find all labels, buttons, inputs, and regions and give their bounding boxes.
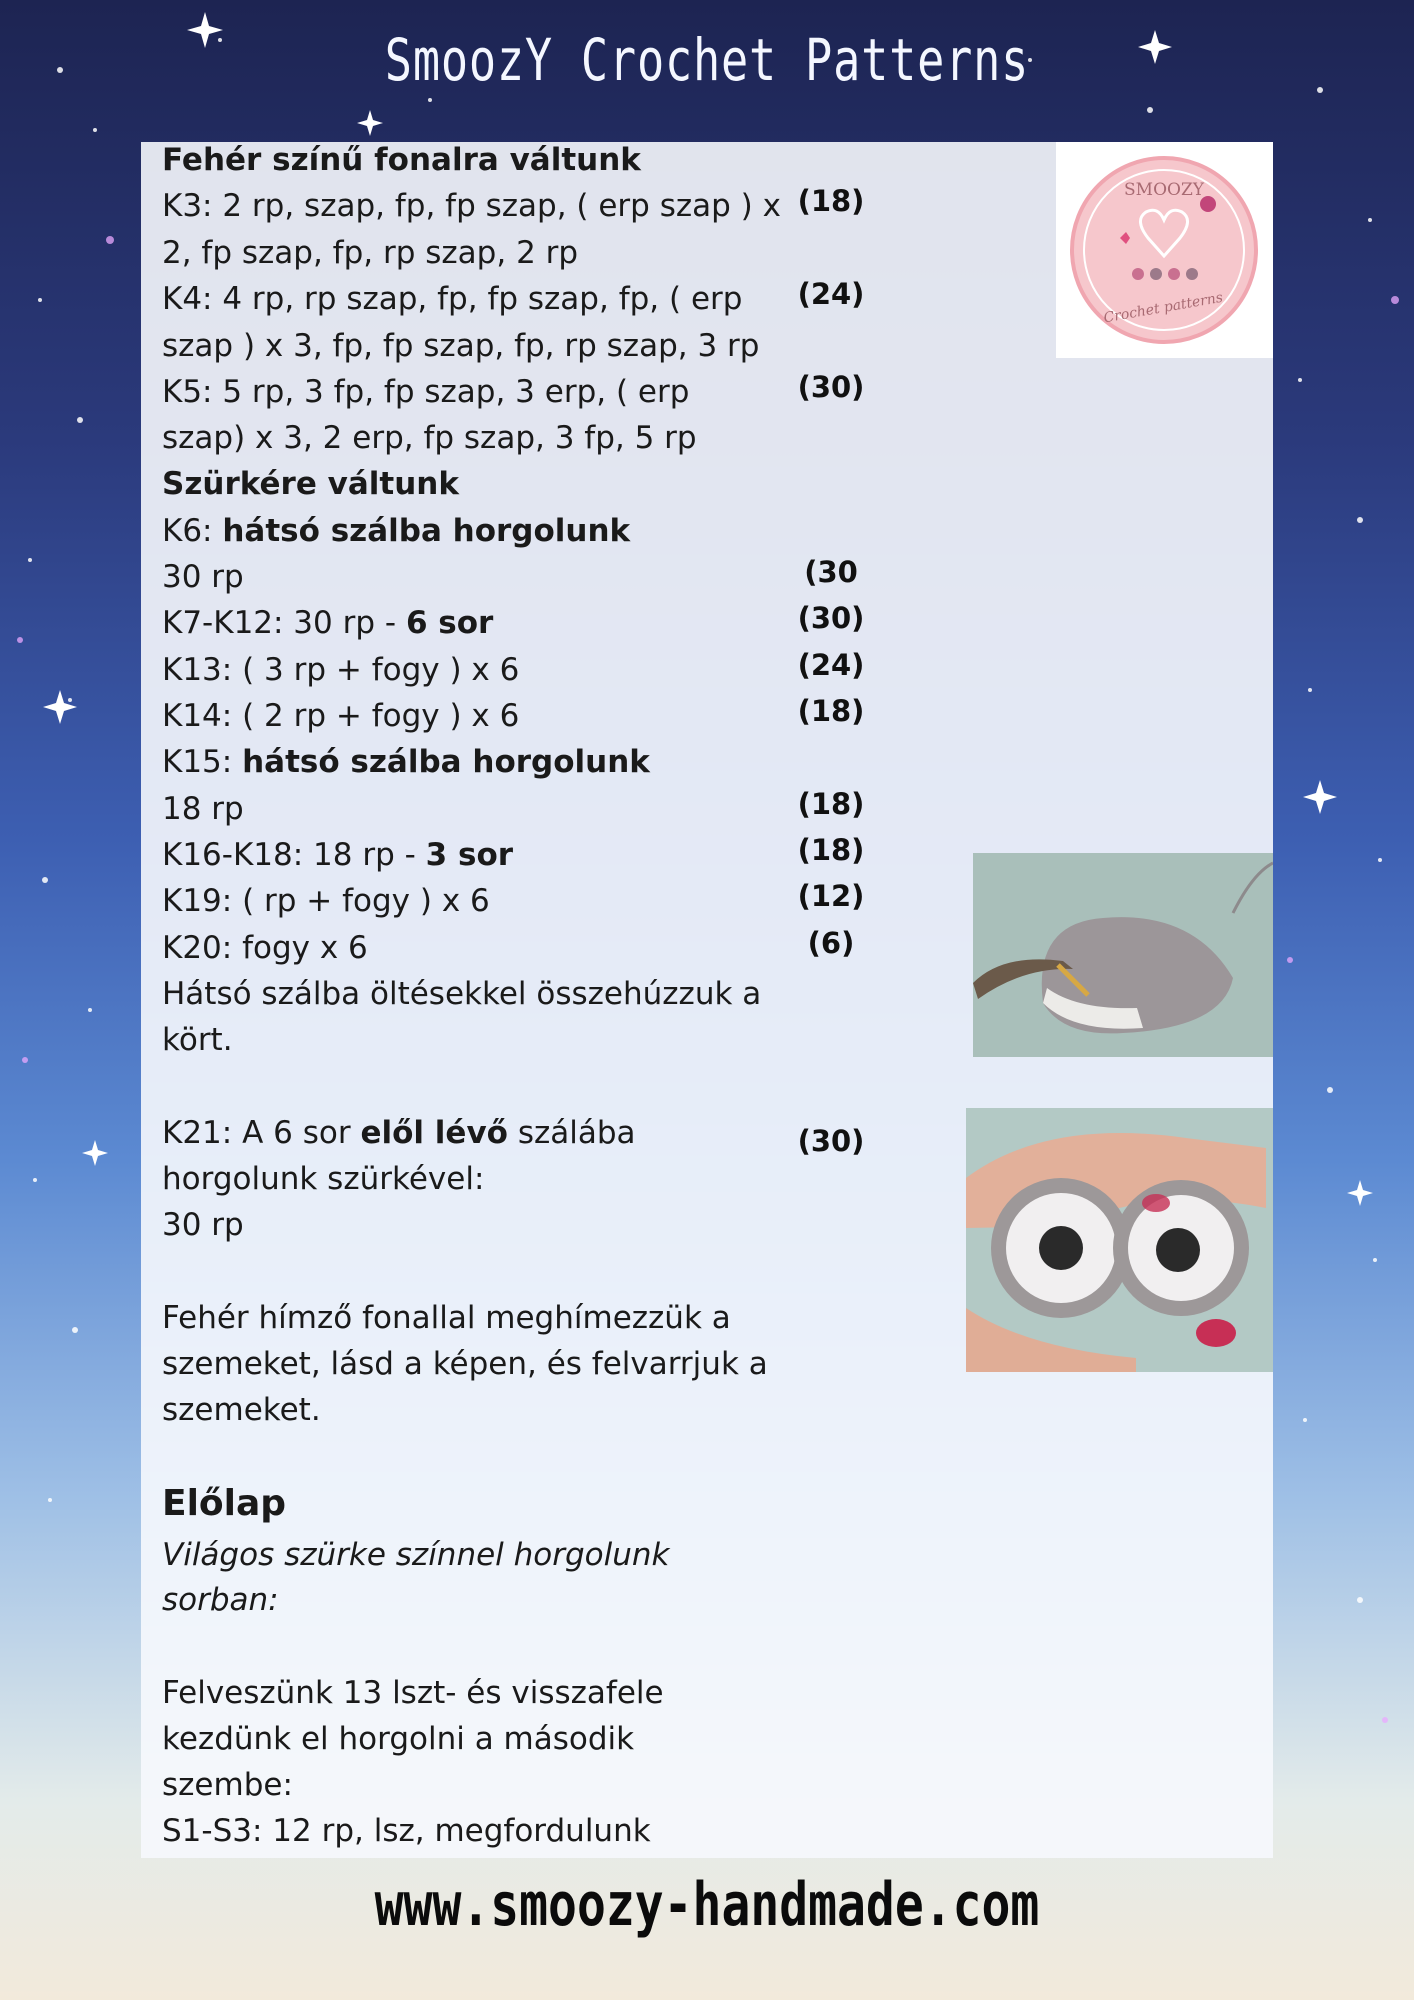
stitch-count: (30)	[797, 370, 865, 404]
text-line: K16-K18: 18 rp - 3 sor	[162, 837, 514, 873]
text-line: szemeket.	[162, 1392, 321, 1428]
text-line: Hátsó szálba öltésekkel összehúzzuk a	[162, 976, 762, 1012]
crochet-eyes-photo	[966, 1108, 1273, 1372]
page-title: SmoozY Crochet Patterns	[384, 26, 1030, 94]
text-line: Fehér színű fonalra váltunk	[162, 142, 641, 178]
text-line: Szürkére váltunk	[162, 466, 459, 502]
logo-bottom-text: Crochet patterns	[1102, 289, 1225, 327]
text-line: S1-S3: 12 rp, lsz, megfordulunk	[162, 1813, 651, 1849]
text-line: K3: 2 rp, szap, fp, fp szap, ( erp szap ) x	[162, 188, 781, 224]
text-line: 30 rp	[162, 1207, 244, 1243]
text-line: 18 rp	[162, 791, 244, 827]
stitch-count: (12)	[797, 879, 865, 913]
stitch-count: (24)	[797, 648, 865, 682]
text-line: Világos szürke színnel horgolunk	[162, 1537, 670, 1573]
text-line: Fehér hímző fonallal meghímezzük a	[162, 1300, 731, 1336]
footer-url: www.smoozy-handmade.com	[374, 1870, 1040, 1940]
text-line: szemeket, lásd a képen, és felvarrjuk a	[162, 1346, 768, 1382]
stitch-count: (18)	[797, 833, 865, 867]
crochet-piece-photo	[973, 853, 1273, 1057]
stitch-count: (18)	[797, 787, 865, 821]
text-line: K20: fogy x 6	[162, 930, 368, 966]
text-line: K6: hátsó szálba horgolunk	[162, 513, 631, 549]
text-line: K5: 5 rp, 3 fp, fp szap, 3 erp, ( erp	[162, 374, 690, 410]
stitch-count: (18)	[797, 184, 865, 218]
text-line: K13: ( 3 rp + fogy ) x 6	[162, 652, 520, 688]
text-line: szap) x 3, 2 erp, fp szap, 3 fp, 5 rp	[162, 420, 697, 456]
stitch-count: (30)	[797, 601, 865, 635]
text-line: szembe:	[162, 1767, 293, 1803]
text-line: kört.	[162, 1022, 233, 1058]
text-line: horgolunk szürkével:	[162, 1161, 485, 1197]
text-line: K7-K12: 30 rp - 6 sor	[162, 605, 494, 641]
text-line: K21: A 6 sor elől lévő szálába	[162, 1115, 636, 1151]
text-line: K19: ( rp + fogy ) x 6	[162, 883, 490, 919]
logo	[1056, 142, 1273, 358]
stitch-count: (24)	[797, 277, 865, 311]
stitch-count: (18)	[797, 694, 865, 728]
stitch-count: (6)	[807, 926, 855, 960]
text-line: Felveszünk 13 lszt- és visszafele	[162, 1675, 664, 1711]
text-line: 30 rp	[162, 559, 244, 595]
section-heading: Előlap	[162, 1483, 287, 1524]
text-line: K14: ( 2 rp + fogy ) x 6	[162, 698, 520, 734]
text-line: szap ) x 3, fp, fp szap, fp, rp szap, 3 rp	[162, 328, 760, 364]
stitch-count: (30	[804, 555, 858, 589]
logo-top-text: SMOOZY	[1124, 180, 1204, 200]
text-line: 2, fp szap, fp, rp szap, 2 rp	[162, 235, 579, 271]
text-line: sorban:	[162, 1582, 279, 1618]
text-line: K15: hátsó szálba horgolunk	[162, 744, 650, 780]
text-line: K4: 4 rp, rp szap, fp, fp szap, fp, ( erp	[162, 281, 743, 317]
text-line: kezdünk el horgolni a második	[162, 1721, 635, 1757]
stitch-count: (30)	[797, 1124, 865, 1158]
